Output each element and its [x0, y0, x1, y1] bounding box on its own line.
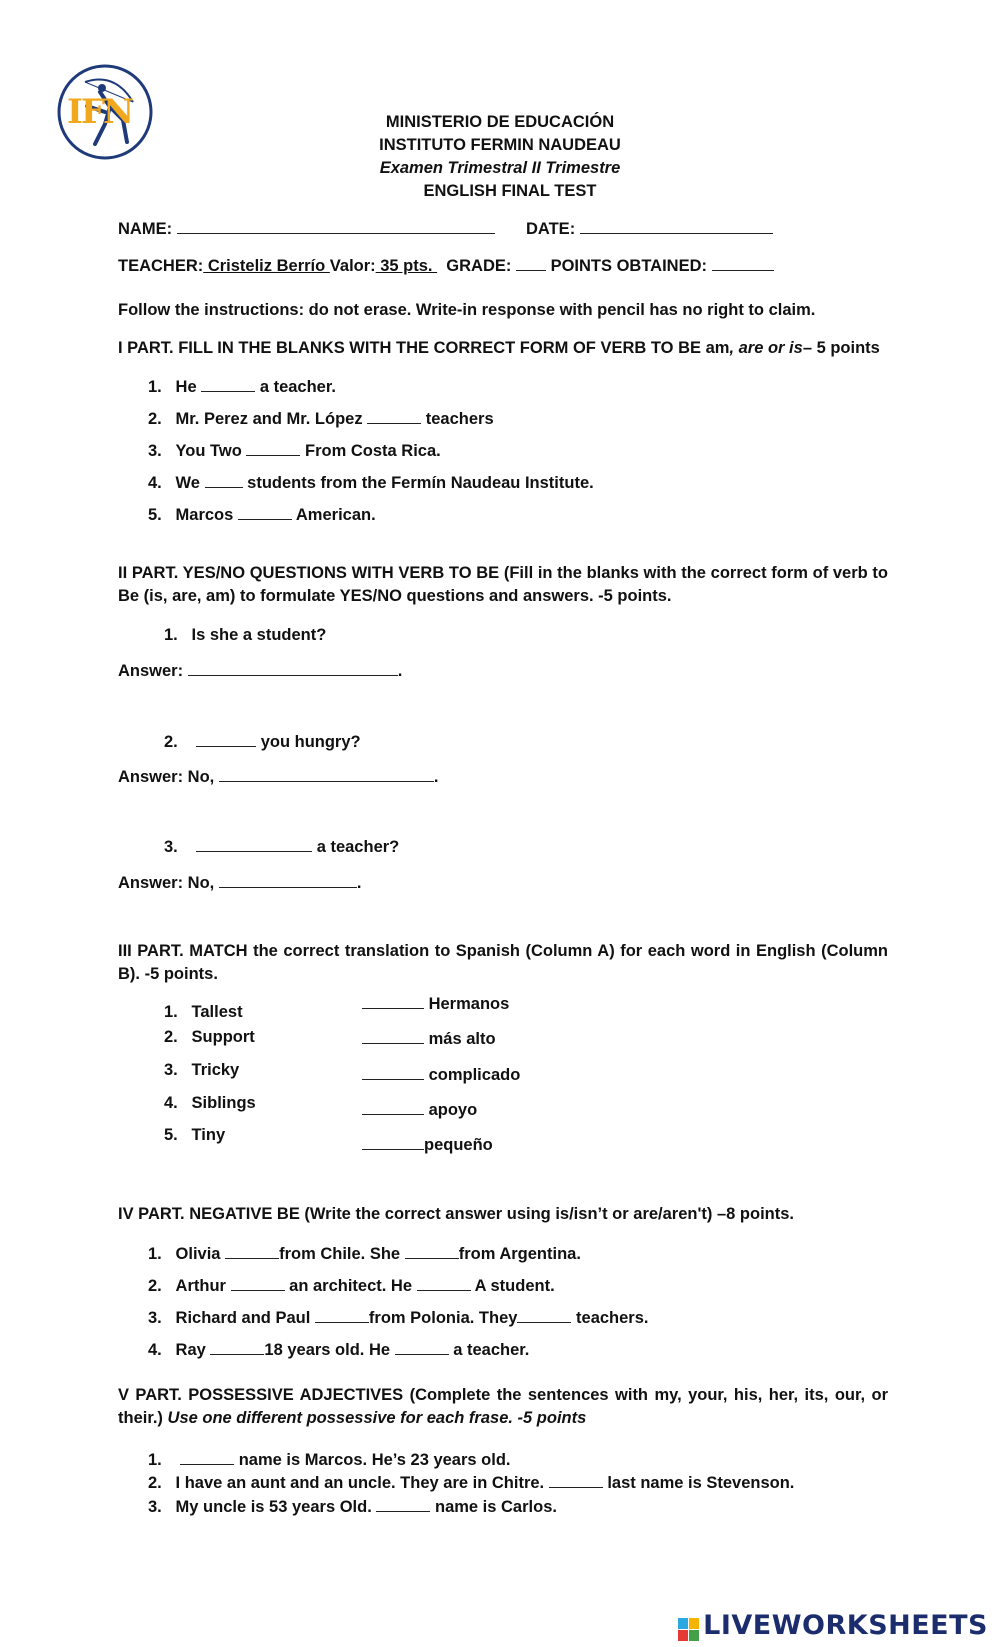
item-number: 4. [164, 1094, 178, 1112]
english-word [164, 1094, 256, 1113]
item-number: 3. [164, 1061, 178, 1079]
answer-blank[interactable] [219, 766, 434, 782]
item-number: 3. [164, 838, 178, 856]
period: . [433, 768, 439, 786]
item-text: you hungry? [260, 733, 361, 751]
cube-icon [678, 1618, 700, 1642]
part1-item [148, 504, 376, 525]
teacher-label: TEACHER: [118, 257, 204, 275]
item-text: My uncle is 53 years Old. [175, 1498, 372, 1516]
part5-item [148, 1496, 557, 1517]
part5-item [148, 1449, 511, 1470]
grade-label: GRADE: [446, 257, 512, 275]
part2-question [164, 836, 399, 857]
name-label: NAME: [118, 220, 173, 238]
part3-title: III PART. MATCH the correct translation to Spanish (Column A) for each word in English (Column B). -5 points. [118, 942, 888, 983]
item-text: He [175, 378, 197, 396]
part1-title-italic: , are or is [729, 339, 803, 357]
answer-label: Answer: No, [118, 768, 215, 786]
part2-answer [118, 660, 402, 681]
match-blank[interactable] [362, 1064, 424, 1080]
part4-item [148, 1307, 649, 1328]
part2-question [164, 731, 361, 752]
brand-text: LIVEWORKSHEETS [703, 1610, 988, 1641]
item-text: students from the Fermín Naudeau Institute. [247, 474, 594, 492]
item-number: 1. [148, 1245, 162, 1263]
part2-answer [118, 872, 361, 893]
item-text: from Argentina. [458, 1245, 581, 1263]
word: más alto [428, 1030, 496, 1048]
item-text: last name is Stevenson. [607, 1474, 795, 1492]
item-number: 5. [164, 1126, 178, 1144]
exam-title: Examen Trimestral II Trimestre [379, 159, 621, 177]
item-number: 2. [148, 410, 162, 428]
date-field[interactable] [580, 218, 773, 234]
item-text: a teacher? [316, 838, 400, 856]
answer-blank[interactable] [517, 1307, 571, 1323]
item-text: Richard and Paul [175, 1309, 311, 1327]
answer-label: Answer: [118, 662, 184, 680]
item-number: 4. [148, 1341, 162, 1359]
part2-question [164, 626, 326, 645]
period: . [356, 874, 362, 892]
word: Tricky [191, 1061, 240, 1079]
item-text: Arthur [175, 1277, 226, 1295]
item-text: Is she a student? [191, 626, 327, 644]
item-text: from Chile. She [279, 1245, 401, 1263]
answer-blank[interactable] [549, 1472, 603, 1488]
answer-blank[interactable] [367, 408, 421, 424]
test-title: ENGLISH FINAL TEST [423, 182, 597, 200]
word: pequeño [424, 1136, 493, 1154]
word: Tiny [191, 1126, 226, 1144]
item-text: teachers. [576, 1309, 649, 1327]
item-text: an architect. He [289, 1277, 413, 1295]
logo-text: IFN [67, 92, 133, 132]
item-number: 1. [164, 1003, 178, 1021]
answer-blank[interactable] [196, 731, 256, 747]
match-blank[interactable] [362, 1028, 424, 1044]
item-text: Olivia [175, 1245, 221, 1263]
part5-title [118, 1384, 888, 1430]
answer-label: Answer: No, [118, 874, 215, 892]
part4-title: IV PART. NEGATIVE BE (Write the correct answer using is/isn’t or are/aren't) –8 points. [118, 1205, 794, 1223]
grade-field[interactable] [516, 255, 546, 271]
answer-blank[interactable] [180, 1449, 234, 1465]
english-word [164, 1126, 225, 1145]
item-number: 2. [148, 1277, 162, 1295]
part5-title-main: V PART. POSSESSIVE ADJECTIVES (Complete the sentences with my, your, his, her, its, our, or their.) [118, 1386, 888, 1427]
answer-blank[interactable] [246, 440, 300, 456]
item-text: Ray [175, 1341, 206, 1359]
item-text: Mr. Perez and Mr. López [175, 410, 363, 428]
item-text: from Polonia. They [368, 1309, 518, 1327]
word: complicado [428, 1066, 521, 1084]
ministry-title: MINISTERIO DE EDUCACIÓN [385, 113, 615, 131]
answer-blank[interactable] [210, 1339, 264, 1355]
answer-blank[interactable] [188, 660, 398, 676]
word: apoyo [428, 1101, 478, 1119]
word: Support [191, 1028, 255, 1046]
date-label: DATE: [526, 220, 576, 238]
part4-item [148, 1243, 581, 1264]
name-field[interactable] [177, 218, 495, 234]
points-field[interactable] [712, 255, 774, 271]
item-text: You Two [175, 442, 242, 460]
item-number: 5. [148, 506, 162, 524]
english-word [164, 1061, 239, 1080]
part1-title [118, 339, 880, 358]
item-number: 1. [148, 1451, 162, 1469]
part1-title-main: I PART. FILL IN THE BLANKS WITH THE CORRECT FORM OF VERB TO BE am [118, 339, 730, 357]
item-number: 3. [148, 1498, 162, 1516]
answer-blank[interactable] [395, 1339, 449, 1355]
item-text: a teacher. [453, 1341, 530, 1359]
answer-blank[interactable] [219, 872, 357, 888]
item-number: 1. [164, 626, 178, 644]
match-blank[interactable] [362, 993, 424, 1009]
date-row [526, 218, 773, 239]
item-number: 3. [148, 442, 162, 460]
answer-blank[interactable] [417, 1275, 471, 1291]
item-number: 2. [164, 1028, 178, 1046]
item-number: 3. [148, 1309, 162, 1327]
part2-answer [118, 766, 438, 787]
valor-value: 35 pts. [375, 257, 438, 275]
item-text: We [175, 474, 200, 492]
answer-blank[interactable] [201, 376, 255, 392]
spanish-word [362, 1099, 477, 1120]
word: Tallest [191, 1003, 243, 1021]
valor-label: Valor: [329, 257, 376, 275]
answer-blank[interactable] [196, 836, 312, 852]
word: Siblings [191, 1094, 256, 1112]
item-text: American. [295, 506, 376, 524]
item-number: 2. [148, 1474, 162, 1492]
match-blank[interactable] [362, 1099, 424, 1115]
item-number: 2. [164, 733, 178, 751]
part1-item [148, 376, 336, 397]
english-word [164, 1028, 255, 1047]
part1-title-points: – 5 points [802, 339, 880, 357]
spanish-word [362, 993, 509, 1014]
points-label: POINTS OBTAINED: [550, 257, 708, 275]
liveworksheets-logo [678, 1610, 988, 1640]
part1-item [148, 472, 594, 493]
english-word [164, 1003, 243, 1022]
instructions: Follow the instructions: do not erase. Write-in response with pencil has no right to claim. [118, 301, 816, 319]
answer-blank[interactable] [405, 1243, 459, 1259]
part2-title: II PART. YES/NO QUESTIONS WITH VERB TO BE (Fill in the blanks with the correct form of verb to Be (is, are, am) to formulate YES/NO questions and answers. -5 points. [118, 564, 888, 605]
item-text: name is Carlos. [434, 1498, 557, 1516]
match-blank[interactable] [362, 1134, 424, 1150]
answer-blank[interactable] [315, 1307, 369, 1323]
part1-item [148, 440, 441, 461]
part1-item [148, 408, 494, 429]
item-text: A student. [474, 1277, 555, 1295]
answer-blank[interactable] [376, 1496, 430, 1512]
spanish-word [362, 1134, 493, 1155]
institute-title: INSTITUTO FERMIN NAUDEAU [379, 136, 621, 154]
period: . [397, 662, 403, 680]
name-row [118, 218, 495, 239]
item-number: 4. [148, 474, 162, 492]
part4-item [148, 1275, 555, 1296]
answer-blank[interactable] [225, 1243, 279, 1259]
answer-blank[interactable] [231, 1275, 285, 1291]
answer-blank[interactable] [205, 472, 243, 488]
item-text: name is Marcos. He’s 23 years old. [238, 1451, 511, 1469]
teacher-name: Cristeliz Berrío [203, 257, 330, 275]
item-text: I have an aunt and an uncle. They are in Chitre. [175, 1474, 545, 1492]
item-text: Marcos [175, 506, 234, 524]
item-text: From Costa Rica. [305, 442, 441, 460]
item-text: 18 years old. He [264, 1341, 391, 1359]
part4-item [148, 1339, 529, 1360]
item-text: teachers [425, 410, 494, 428]
part5-item [148, 1472, 794, 1493]
teacher-row [118, 255, 774, 276]
item-number: 1. [148, 378, 162, 396]
word: Hermanos [428, 995, 510, 1013]
answer-blank[interactable] [238, 504, 292, 520]
item-text: a teacher. [259, 378, 336, 396]
spanish-word [362, 1028, 496, 1049]
spanish-word [362, 1064, 520, 1085]
part5-title-italic: Use one different possessive for each frase. -5 points [167, 1409, 587, 1427]
